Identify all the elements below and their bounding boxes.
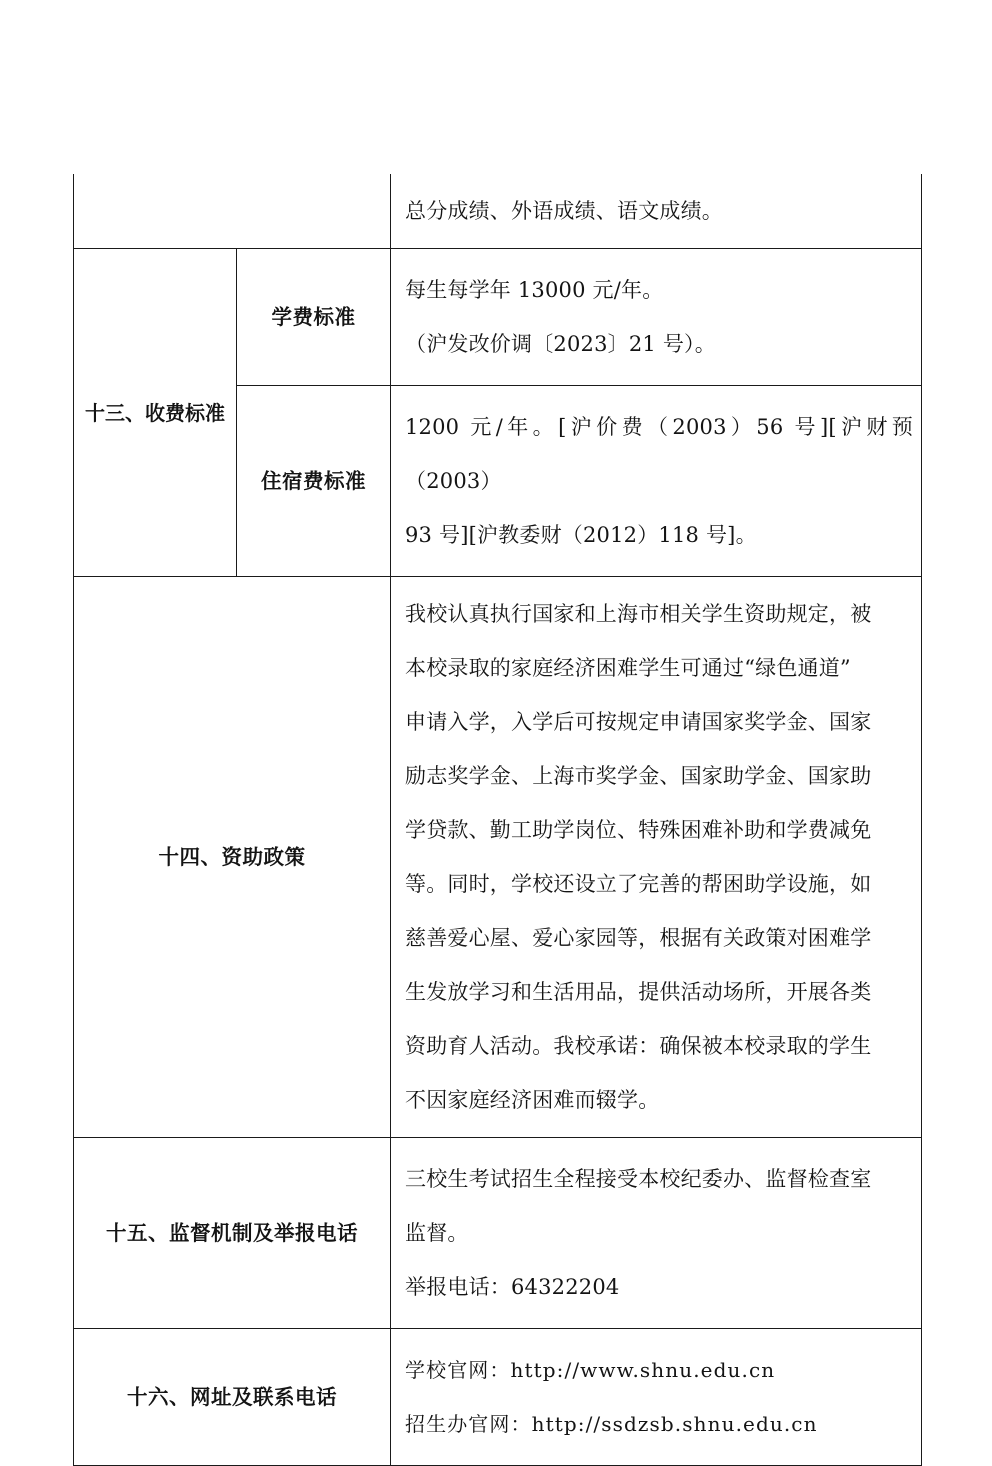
- row-label-fees: [74, 249, 237, 577]
- row-label-fees-text: 十三、收费标准: [85, 400, 225, 425]
- row-label-websites: [74, 1329, 391, 1466]
- continued-empty-label-cell: [74, 174, 391, 249]
- aid-line-4: 励志奖学金、上海市奖学金、国家助学金、国家助: [405, 764, 872, 788]
- aid-line-7: 慈善爱心屋、爱心家园等，根据有关政策对困难学: [405, 926, 872, 950]
- websites-content: [391, 1329, 921, 1465]
- supervision-line-2: 监督。: [405, 1221, 469, 1245]
- aid-line-1: 我校认真执行国家和上海市相关学生资助规定，被: [405, 602, 872, 626]
- boarding-line-1: 1200 元/年。[沪价费（2003）56 号][沪财预（2003）: [405, 415, 913, 493]
- content-cell-websites: [391, 1329, 922, 1466]
- boarding-line-2: 93 号][沪教委财（2012）118 号]。: [405, 523, 757, 547]
- tuition-content: [391, 249, 921, 385]
- row-label-supervision-text: 十五、监督机制及举报电话: [106, 1220, 358, 1245]
- continued-line-1: 总分成绩、外语成绩、语文成绩。: [405, 199, 723, 223]
- aid-line-9: 资助育人活动。我校承诺：确保被本校录取的学生: [405, 1034, 872, 1058]
- supervision-line-1: 三校生考试招生全程接受本校纪委办、监督检查室: [405, 1167, 872, 1191]
- supervision-content: [391, 1138, 921, 1328]
- table-row-websites: [74, 1329, 922, 1466]
- boarding-content: [391, 386, 921, 576]
- school-official-website: 学校官网：http://www.shnu.edu.cn: [405, 1358, 776, 1382]
- aid-line-10: 不因家庭经济困难而辍学。: [405, 1088, 660, 1112]
- aid-line-8: 生发放学习和生活用品，提供活动场所，开展各类: [405, 980, 872, 1004]
- row-label-supervision: [74, 1138, 391, 1329]
- aid-line-5: 学贷款、勤工助学岗位、特殊困难补助和学费减免: [405, 818, 872, 842]
- tuition-line-2: （沪发改价调〔2023〕21 号）。: [405, 332, 716, 356]
- row-label-websites-text: 十六、网址及联系电话: [127, 1384, 337, 1409]
- table-row-tuition: [74, 249, 922, 386]
- admissions-office-website: 招生办官网：http://ssdzsb.shnu.edu.cn: [405, 1412, 818, 1436]
- aid-line-2: 本校录取的家庭经济困难学生可通过“绿色通道”: [405, 656, 851, 680]
- table-row-continued: [74, 174, 922, 249]
- content-cell-financial-aid: [391, 577, 922, 1138]
- supervision-report-phone: 举报电话：64322204: [405, 1275, 620, 1299]
- sub-label-tuition: [237, 249, 391, 386]
- continued-content-cell: [391, 174, 922, 249]
- row-label-financial-aid-text: 十四、资助政策: [158, 844, 306, 869]
- financial-aid-content: [391, 577, 921, 1137]
- sub-label-tuition-text: 学费标准: [271, 304, 356, 329]
- table-row-financial-aid: [74, 577, 922, 1138]
- aid-line-6: 等。同时，学校还设立了完善的帮困助学设施，如: [405, 872, 872, 896]
- sub-label-boarding-text: 住宿费标准: [261, 468, 366, 493]
- admissions-info-table: [73, 174, 922, 1466]
- content-cell-supervision: [391, 1138, 922, 1329]
- content-cell-boarding: [391, 386, 922, 577]
- row-label-financial-aid: [74, 577, 391, 1138]
- table-row-supervision: [74, 1138, 922, 1329]
- content-cell-tuition: [391, 249, 922, 386]
- continued-content: [391, 174, 921, 248]
- aid-line-3: 申请入学，入学后可按规定申请国家奖学金、国家: [405, 710, 872, 734]
- sub-label-boarding: [237, 386, 391, 577]
- tuition-line-1: 每生每学年 13000 元/年。: [405, 278, 664, 302]
